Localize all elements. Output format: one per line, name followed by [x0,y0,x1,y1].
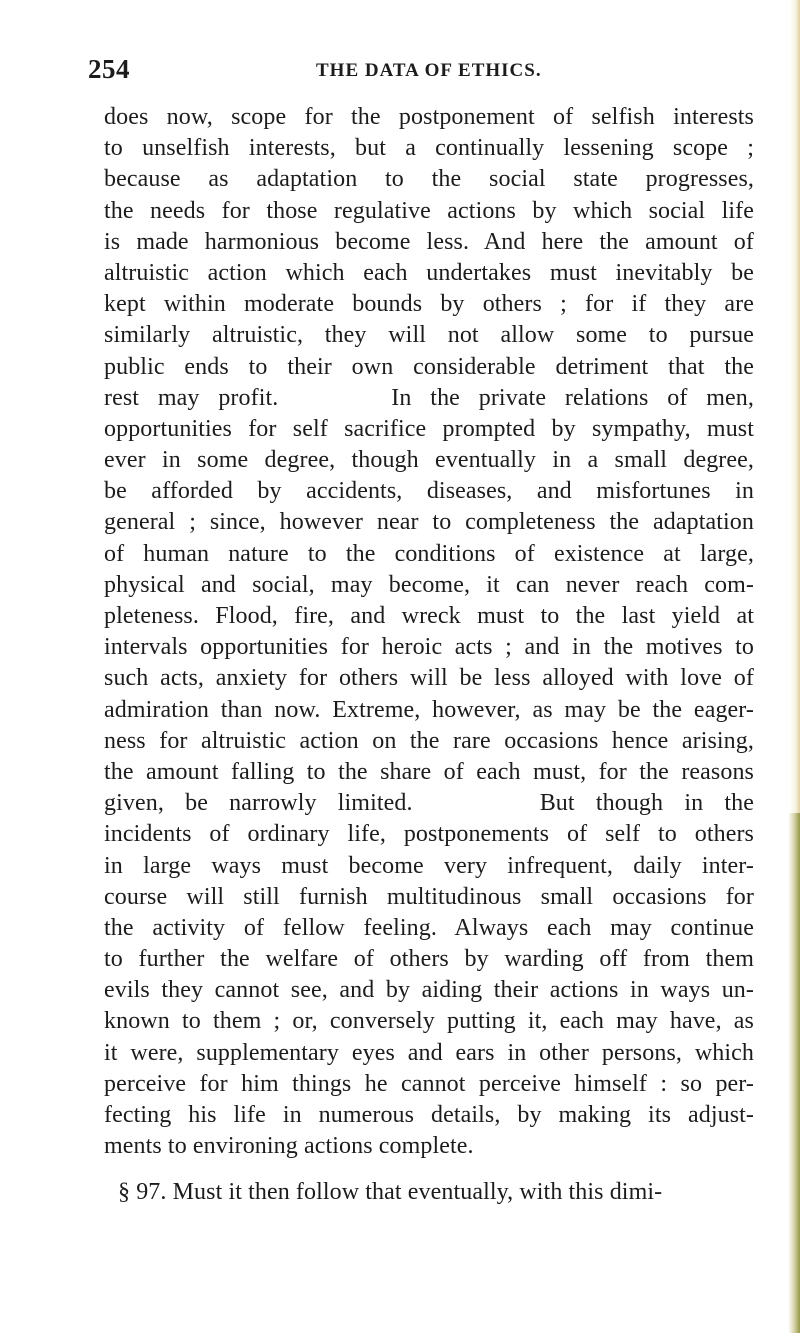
text-line: course will still furnish multitudinous small occasions for [104,883,754,910]
text-line: the activity of fellow feeling. Always each may continue [104,914,754,941]
text-line: incidents of ordinary life, postponements of self to others [104,821,754,848]
text-line: perceive for him things he cannot perceive himself : so per- [104,1070,754,1097]
text-line: the amount falling to the share of each must, for the reasons [104,758,754,785]
text-line: known to them ; or, conversely putting it, each may have, as [104,1008,754,1035]
running-title: THE DATA OF ETHICS. [316,60,542,81]
text-line: kept within moderate bounds by others ; for if they are [104,291,754,318]
text-line: ness for altruistic action on the rare occasions hence arising, [104,727,754,754]
text-line: does now, scope for the postponement of selfish interests [104,104,754,130]
text-line: rest may profit. In the private relations of men, [104,384,754,411]
text-line: such acts, anxiety for others will be less alloyed with love of [104,665,754,692]
text-line: evils they cannot see, and by aiding their actions in ways un- [104,977,754,1004]
text-line: admiration than now. Extreme, however, as may be the eager- [104,696,754,723]
text-line: physical and social, may become, it can never reach com- [104,571,754,598]
text-line: public ends to their own considerable detriment that the [104,353,754,380]
text-line: intervals opportunities for heroic acts ; and in the motives to [104,634,754,661]
text-line: the needs for those regulative actions by which social life [104,197,754,224]
text-line: to unselfish interests, but a continually lessening scope ; [104,135,754,162]
text-line: similarly altruistic, they will not allow some to pursue [104,322,754,349]
text-line: general ; since, however near to completeness the adaptation [104,509,754,536]
text-line: is made harmonious become less. And here the amount of [104,228,754,255]
text-line: altruistic action which each undertakes must inevitably be [104,259,754,286]
text-line: given, be narrowly limited. But though in the [104,790,754,817]
text-line: opportunities for self sacrifice prompted by sympathy, must [104,415,754,442]
text-line: of human nature to the conditions of existence at large, [104,540,754,567]
section-heading-line: § 97. Must it then follow that eventually, with this dimi- [118,1179,663,1206]
text-line: because as adaptation to the social state progresses, [104,166,754,193]
page-number: 254 [88,54,130,84]
body-text [104,102,754,1209]
text-line: it were, supplementary eyes and ears in other persons, which [104,1039,754,1066]
text-line: pleteness. Flood, fire, and wreck must to the last yield at [104,603,754,629]
text-line: ever in some degree, though eventually in a small degree, [104,447,754,474]
running-head [88,54,688,88]
page-edge-stain [788,813,800,1333]
text-line: to further the welfare of others by warding off from them [104,946,754,973]
text-line: be afforded by accidents, diseases, and misfortunes in [104,478,754,505]
text-line: in large ways must become very infrequent, daily inter- [104,852,754,879]
text-line: fecting his life in numerous details, by making its adjust- [104,1102,754,1128]
text-line-last: ments to environing actions complete. [104,1133,474,1160]
